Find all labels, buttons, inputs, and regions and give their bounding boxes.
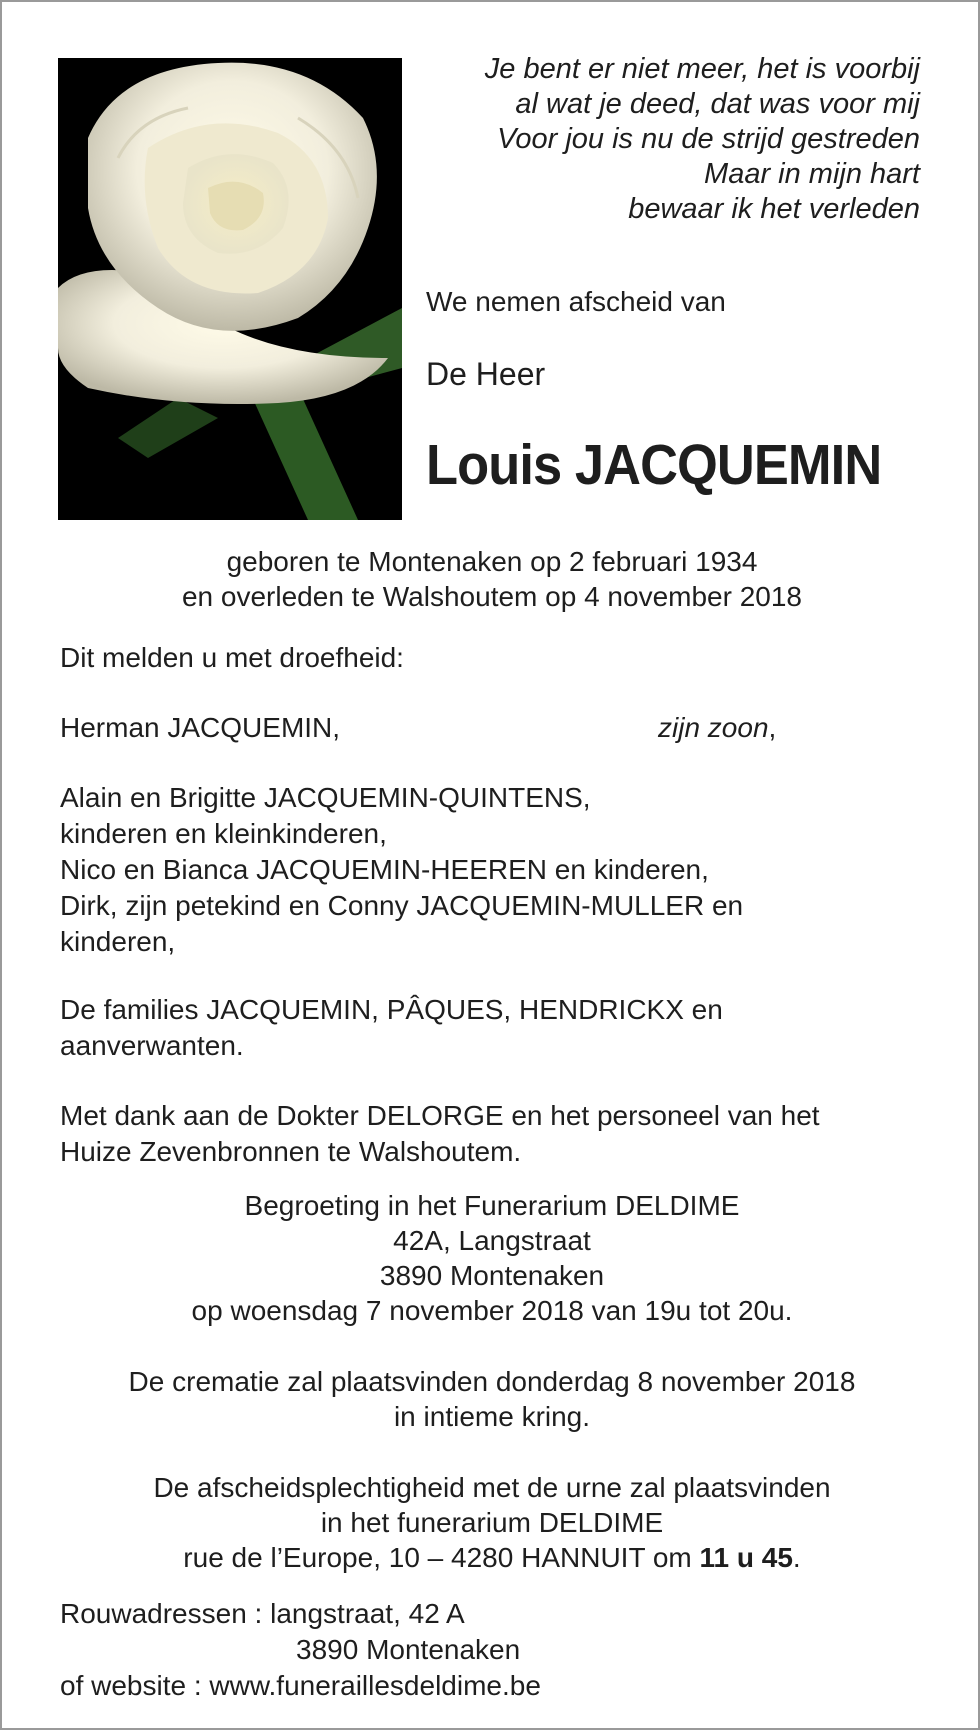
cremation-line: De crematie zal plaatsvinden donderdag 8 november 2018	[128, 1366, 856, 1397]
family-line: Nico en Bianca JACQUEMIN-HEEREN en kinderen,	[60, 854, 709, 885]
family-line: kinderen en kleinkinderen,	[60, 818, 387, 849]
thanks-line: Huize Zevenbronnen te Walshoutem.	[60, 1136, 522, 1167]
son-name: Herman JACQUEMIN,	[60, 712, 341, 743]
family-line: Alain en Brigitte JACQUEMIN-QUINTENS,	[60, 782, 591, 813]
families-line: De families JACQUEMIN, PÂQUES, HENDRICKX en	[60, 994, 723, 1025]
ceremony-address-end: .	[792, 1542, 801, 1573]
poem-line: Je bent er niet meer, het is voorbij	[484, 53, 920, 85]
death-line: en overleden te Walshoutem op 4 november 2018	[181, 581, 803, 612]
families	[60, 992, 723, 1064]
honorific: De Heer	[426, 356, 546, 392]
poem-line: bewaar ik het verleden	[628, 193, 920, 225]
thanks-line: Met dank aan de Dokter DELORGE en het personeel van het	[60, 1100, 820, 1131]
families-line: aanverwanten.	[60, 1030, 244, 1061]
cremation-info	[32, 1364, 952, 1434]
poem-line: al wat je deed, dat was voor mij	[515, 88, 920, 120]
thanks	[60, 1098, 820, 1170]
rose-icon	[58, 58, 402, 520]
greeting-line: 3890 Montenaken	[379, 1260, 605, 1291]
ceremony-time: 11 u 45	[699, 1542, 793, 1573]
poem-line: Voor jou is nu de strijd gestreden	[497, 123, 920, 155]
birth-line: geboren te Montenaken op 2 februari 1934	[226, 546, 758, 577]
white-rose-photo	[58, 58, 402, 520]
greeting-line: Begroeting in het Funerarium DELDIME	[244, 1190, 740, 1221]
ceremony-line: De afscheidsplechtigheid met de urne zal plaatsvinden	[153, 1472, 831, 1503]
intro-text: We nemen afscheid van	[426, 286, 726, 317]
greeting-line: op woensdag 7 november 2018 van 19u tot 20u.	[191, 1295, 793, 1326]
son-relation	[658, 710, 776, 746]
condolence-city-line: 3890 Montenaken	[296, 1634, 521, 1665]
life-dates	[32, 544, 952, 614]
ceremony-address-text: rue de l’Europe, 10 – 4280 HANNUIT om	[183, 1542, 700, 1573]
greeting-info	[32, 1188, 952, 1328]
ceremony-line: in het funerarium DELDIME	[320, 1507, 664, 1538]
greeting-line: 42A, Langstraat	[393, 1225, 591, 1256]
son-relation-comma: ,	[768, 712, 777, 743]
ceremony-address	[32, 1540, 952, 1575]
family-block	[60, 780, 743, 960]
announce-heading: Dit melden u met droefheid:	[60, 642, 404, 673]
ceremony-info	[32, 1470, 952, 1575]
son-relation-label: zijn zoon	[658, 712, 769, 743]
family-line: Dirk, zijn petekind en Conny JACQUEMIN-MULLER en	[60, 890, 744, 921]
cremation-line: in intieme kring.	[393, 1401, 591, 1432]
condolence-label-line: Rouwadressen : langstraat, 42 A	[60, 1598, 465, 1629]
poem	[422, 52, 920, 227]
deceased-name: Louis JACQUEMIN	[426, 433, 882, 497]
condolence-website-line: of website : www.funeraillesdeldime.be	[60, 1670, 541, 1701]
poem-line: Maar in mijn hart	[704, 158, 920, 190]
family-line: kinderen,	[60, 926, 176, 957]
